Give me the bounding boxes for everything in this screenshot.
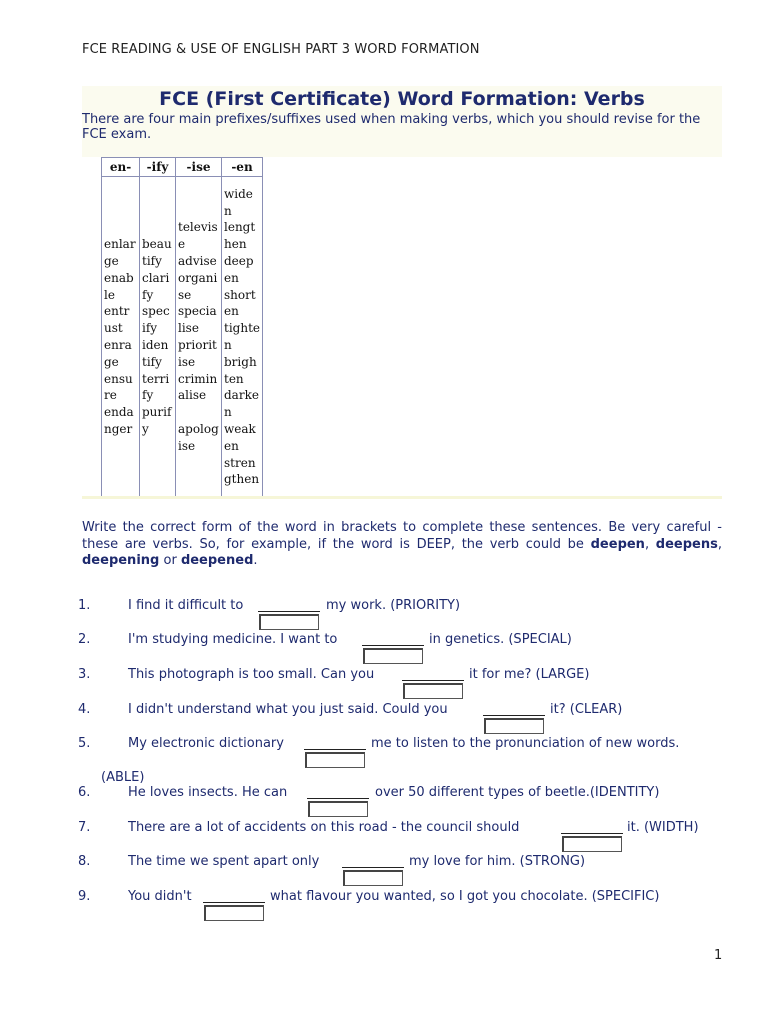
answer-input[interactable] (363, 648, 423, 664)
table-cell-ise-words: televise advise organise specialise prioritise criminalise apologise (176, 177, 222, 498)
answer-input[interactable] (305, 752, 365, 768)
table-header-ify-suffix: -ify (140, 158, 176, 177)
page-number: 1 (714, 948, 723, 963)
table-header-en-suffix: -en (222, 158, 263, 177)
question-text-after: in genetics. (SPECIAL) (429, 632, 572, 647)
answer-input[interactable] (308, 801, 368, 817)
question-number: 9. (78, 889, 91, 904)
question-text-after: it? (CLEAR) (550, 702, 623, 717)
question-number: 2. (78, 632, 91, 647)
question-text-before: This photograph is too small. Can you (128, 667, 375, 682)
question-number: 3. (78, 667, 91, 682)
question-number: 1. (78, 598, 91, 613)
example-deepening: deepening (82, 553, 160, 568)
answer-line (561, 833, 623, 834)
question-text-before: He loves insects. He can (128, 785, 288, 800)
instructions: Write the correct form of the word in brackets to complete these sentences. Be very careful - these are verbs. So, for example, if the word is DEEP, the verb could be deepen, deepens, deepening or deepened. (82, 520, 722, 568)
page-title: FCE (First Certificate) Word Formation: Verbs (159, 88, 645, 110)
answer-line (203, 902, 265, 903)
table-header-en-prefix: en- (102, 158, 140, 177)
instructions-text: Write the correct form of the word in brackets to complete these sentences. Be very careful - these are verbs. So, for example, if the word is DEEP, the verb could be (82, 520, 722, 552)
question-text-before: There are a lot of accidents on this road - the council should (128, 820, 520, 835)
example-deepened: deepened (180, 553, 254, 568)
question-text-after: my love for him. (STRONG) (409, 854, 586, 869)
affix-table-wrapper (101, 157, 263, 498)
question-text-after: it for me? (LARGE) (469, 667, 590, 682)
question-text-before: The time we spent apart only (128, 854, 320, 869)
answer-input[interactable] (484, 718, 544, 734)
question-text-before: I didn't understand what you just said. Could you (128, 702, 448, 717)
answer-line (258, 611, 320, 612)
table-cell-ify-words: beautify clarify specify identify terrify purify (140, 177, 176, 498)
question-text-after: it. (WIDTH) (627, 820, 699, 835)
question-text-before: You didn't (128, 889, 192, 904)
table-row (102, 177, 263, 498)
answer-input[interactable] (403, 683, 463, 699)
question-number: 4. (78, 702, 91, 717)
answer-line (362, 645, 424, 646)
question-text-before: My electronic dictionary (128, 736, 284, 751)
instructions-or: or (163, 553, 177, 568)
question-text-before: I find it difficult to (128, 598, 244, 613)
answer-line (483, 715, 545, 716)
question-number: 5. (78, 736, 91, 751)
intro-text: There are four main prefixes/suffixes used when making verbs, which you should revise for the FCE exam. (82, 112, 701, 142)
question-text-before: I'm studying medicine. I want to (128, 632, 338, 647)
question-number: 8. (78, 854, 91, 869)
answer-line (342, 867, 404, 868)
answer-line (402, 680, 464, 681)
table-header-row (102, 158, 263, 177)
answer-input[interactable] (343, 870, 403, 886)
answer-input[interactable] (562, 836, 622, 852)
section-divider (82, 496, 722, 499)
answer-line (304, 749, 366, 750)
question-number: 7. (78, 820, 91, 835)
question-text-after: me to listen to the pronunciation of new words. (371, 736, 680, 751)
intro-panel (82, 86, 722, 157)
question-text-after: my work. (PRIORITY) (326, 598, 461, 613)
example-deepens: deepens (655, 536, 718, 552)
question-text-continued: (ABLE) (101, 770, 145, 785)
affix-table (101, 157, 263, 498)
table-cell-en-prefix-words: enlarge enable entrust enrage ensure endanger (102, 177, 140, 498)
page-header: FCE READING & USE OF ENGLISH PART 3 WORD FORMATION (82, 42, 480, 57)
question-text-after: what flavour you wanted, so I got you chocolate. (SPECIFIC) (270, 889, 660, 904)
question-text-after: over 50 different types of beetle.(IDENTITY) (375, 785, 660, 800)
example-deepen: deepen (590, 536, 645, 552)
answer-line (307, 798, 369, 799)
table-header-ise-suffix: -ise (176, 158, 222, 177)
question-number: 6. (78, 785, 91, 800)
answer-input[interactable] (204, 905, 264, 921)
answer-input[interactable] (259, 614, 319, 630)
table-cell-en-suffix-words: widen lengthen deepen shorten tighten brighten darken weaken strengthen (222, 177, 263, 498)
